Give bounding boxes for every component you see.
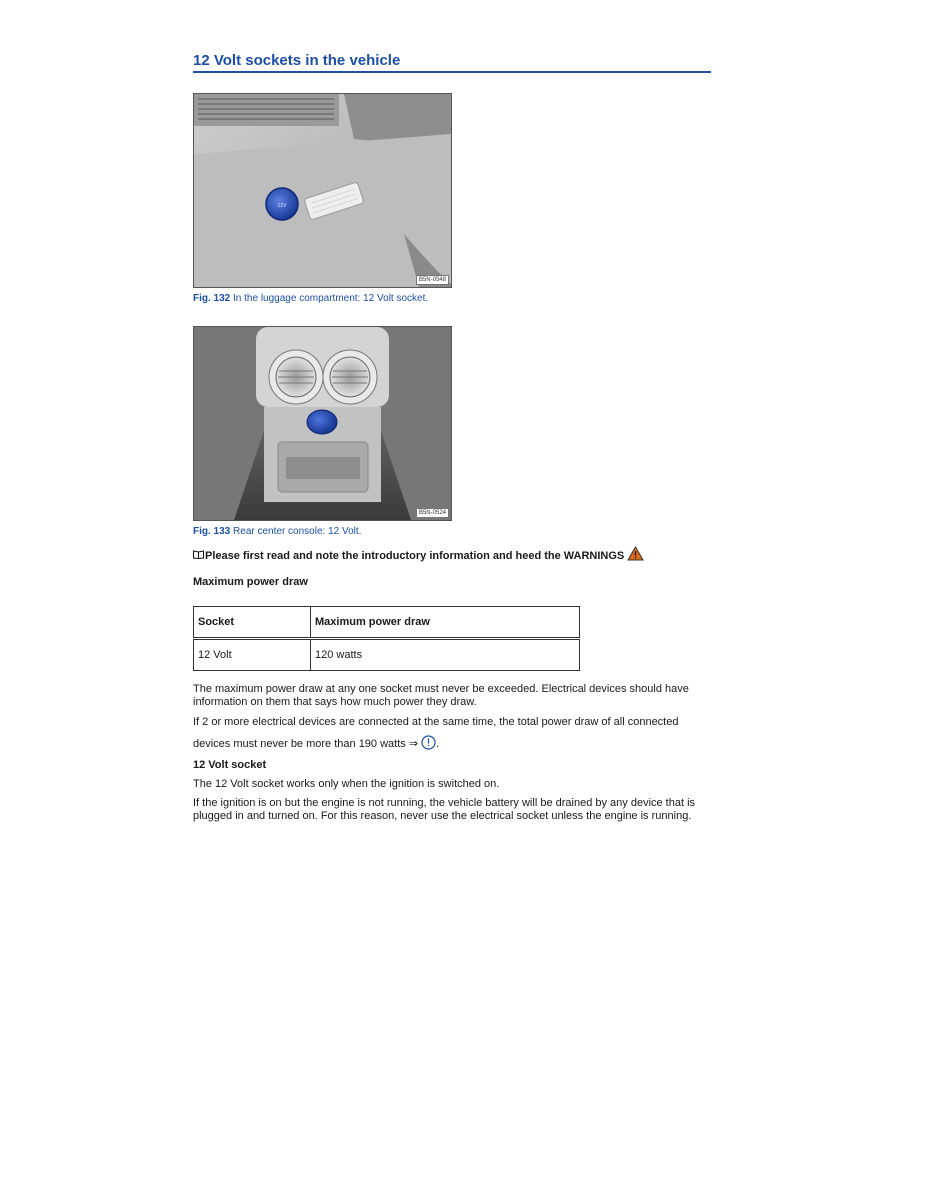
table-row [194, 639, 580, 671]
figure-number: Fig. 132 [193, 293, 231, 304]
column-header: Socket [194, 607, 311, 639]
power-draw-table [193, 606, 580, 671]
figure-luggage-compartment [193, 93, 452, 288]
figure-code: B5N-0548 [416, 275, 449, 285]
paragraph: If the ignition is on but the engine is not running, the vehicle battery will be drained by any device that is plugged in and turned on. For this reason, never use the electrical socket unless the engine is running. [193, 797, 696, 822]
socket-label: 12V [277, 203, 287, 209]
table-cell: 12 Volt [194, 639, 311, 671]
book-icon [193, 549, 205, 563]
section-heading: Maximum power draw [193, 576, 308, 588]
column-header: Maximum power draw [311, 607, 580, 639]
figure-caption-text: Rear center console: 12 Volt. [233, 526, 362, 537]
table-cell: 120 watts [311, 639, 580, 671]
paragraph [193, 716, 711, 754]
figure-rear-center-console [193, 326, 452, 521]
table-header-row [194, 607, 580, 639]
paragraph-text: devices must never be more than 190 watts ⇒ [193, 738, 419, 750]
caution-circle-icon[interactable] [421, 735, 436, 754]
intro-note [193, 546, 644, 565]
section-heading: 12 Volt socket [193, 759, 267, 771]
intro-note-text: Please first read and note the introductory information and heed the WARNINGS [205, 550, 625, 562]
paragraph-text: . [436, 738, 440, 750]
paragraph: The maximum power draw at any one socket must never be exceeded. Electrical devices should have information on them that says how much power they draw. [193, 683, 689, 708]
figure-code: B5N-0524 [416, 508, 449, 518]
figure-number: Fig. 133 [193, 526, 231, 537]
warning-triangle-icon[interactable] [627, 546, 644, 565]
paragraph: The 12 Volt socket works only when the ignition is switched on. [193, 778, 500, 790]
paragraph-text: If 2 or more electrical devices are connected at the same time, the total power draw of all connected [193, 716, 679, 728]
figure-caption [193, 526, 361, 538]
figure-caption [193, 293, 428, 305]
figure-caption-text: In the luggage compartment: 12 Volt socket. [233, 293, 429, 304]
page-title: 12 Volt sockets in the vehicle [193, 52, 711, 73]
paragraph-line [193, 735, 711, 754]
luggage-compartment-illustration [194, 94, 451, 287]
rear-console-illustration [194, 327, 451, 520]
